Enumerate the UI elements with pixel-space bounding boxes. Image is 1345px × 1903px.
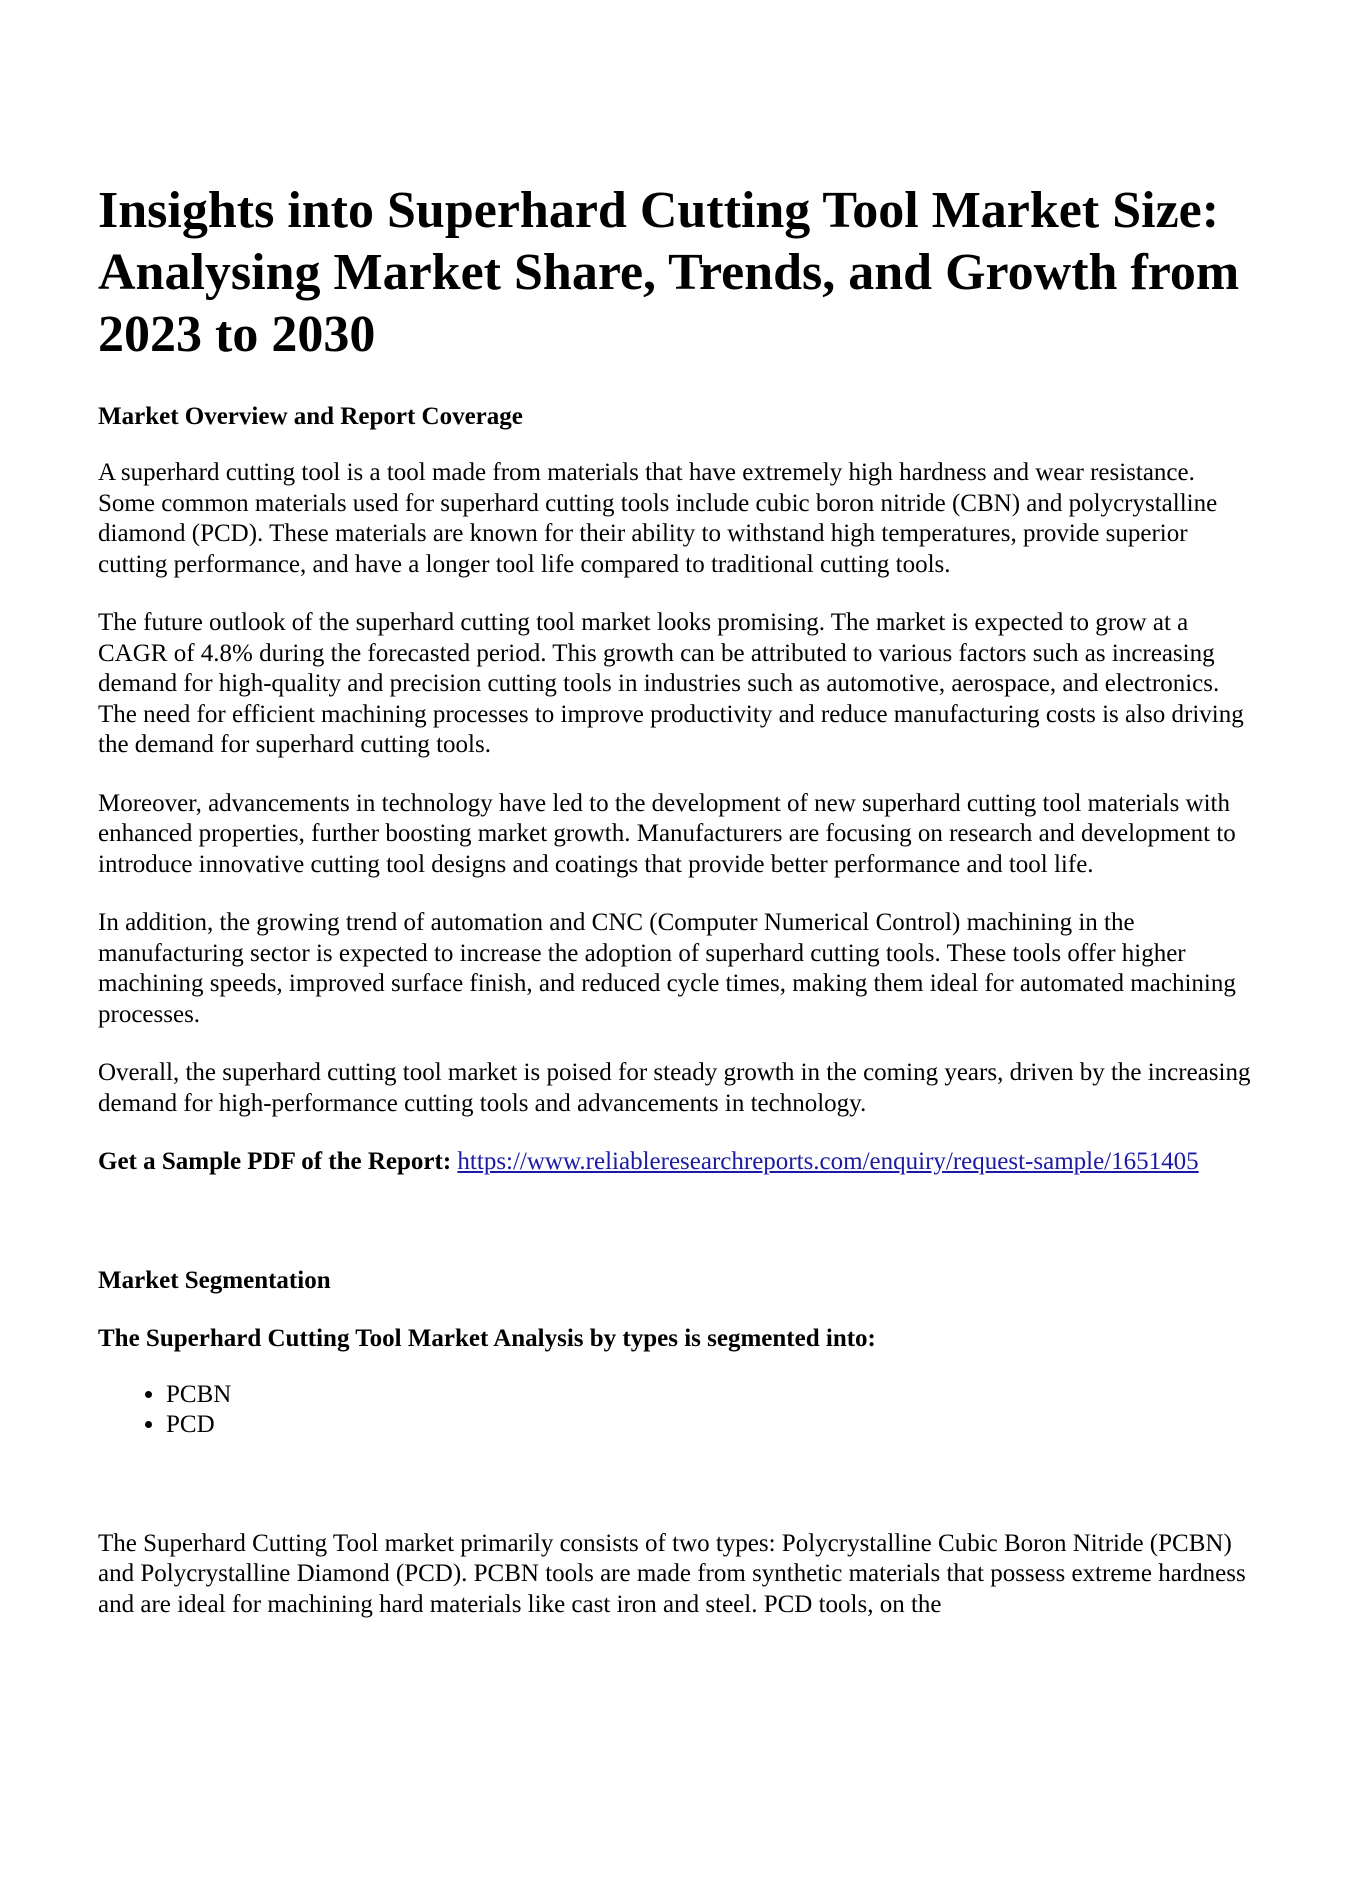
types-list — [98, 1380, 1258, 1441]
overview-paragraph-4: In addition, the growing trend of automation and CNC (Computer Numerical Control) machining in the manufacturing sector is expected to increase the adoption of superhard cutting tools. These tools offer higher machining speeds, improved surface finish, and reduced cycle times, making them ideal for automated machining processes. — [98, 909, 1236, 1028]
document-page — [98, 180, 1258, 1648]
types-heading: The Superhard Cutting Tool Market Analysis by types is segmented into: — [98, 1324, 876, 1352]
list-item: • PCD — [166, 1410, 1258, 1441]
list-item: • PCBN — [166, 1380, 1258, 1411]
types-paragraph: The Superhard Cutting Tool market primarily consists of two types: Polycrystalline Cubic Boron Nitride (PCBN) and Polycrystalline Diamond (PCD). PCBN tools are made from synthetic materials that possess extreme hardness and are ideal for machining hard materials like cast iron and steel. PCD tools, on the — [98, 1529, 1246, 1618]
segmentation-heading: Market Segmentation — [98, 1266, 331, 1294]
overview-paragraph-2: The future outlook of the superhard cutting tool market looks promising. The market is expected to grow at a CAGR of 4.8% during the forecasted period. This growth can be attributed to various factors such as increasing demand for high-quality and precision cutting tools in industries such as automotive, aerospace, and electronics. The need for efficient machining processes to improve productivity and reduce manufacturing costs is also driving the demand for superhard cutting tools. — [98, 609, 1244, 758]
sample-pdf-label: Get a Sample PDF of the Report: — [98, 1148, 452, 1175]
sample-pdf-line — [98, 1147, 1258, 1178]
page-title: Insights into Superhard Cutting Tool Market Size: Analysing Market Share, Trends, and Growth from 2023 to 2030 — [98, 182, 1240, 363]
overview-paragraph-1: A superhard cutting tool is a tool made from materials that have extremely high hardness and wear resistance. Some common materials used for superhard cutting tools include cubic boron nitride (CBN) and polycrystalline diamond (PCD). These materials are known for their ability to withstand high temperatures, provide superior cutting performance, and have a longer tool life compared to traditional cutting tools. — [98, 459, 1218, 578]
overview-heading: Market Overview and Report Coverage — [98, 403, 523, 430]
sample-pdf-link[interactable]: https://www.reliableresearchreports.com/enquiry/request-sample/1651405 — [457, 1148, 1199, 1175]
overview-paragraph-3: Moreover, advancements in technology have led to the development of new superhard cutting tool materials with enhanced properties, further boosting market growth. Manufacturers are focusing on research and development to introduce innovative cutting tool designs and coatings that provide better performance and tool life. — [98, 789, 1236, 878]
overview-paragraph-5: Overall, the superhard cutting tool market is poised for steady growth in the coming years, driven by the increasing demand for high-performance cutting tools and advancements in technology. — [98, 1059, 1251, 1117]
